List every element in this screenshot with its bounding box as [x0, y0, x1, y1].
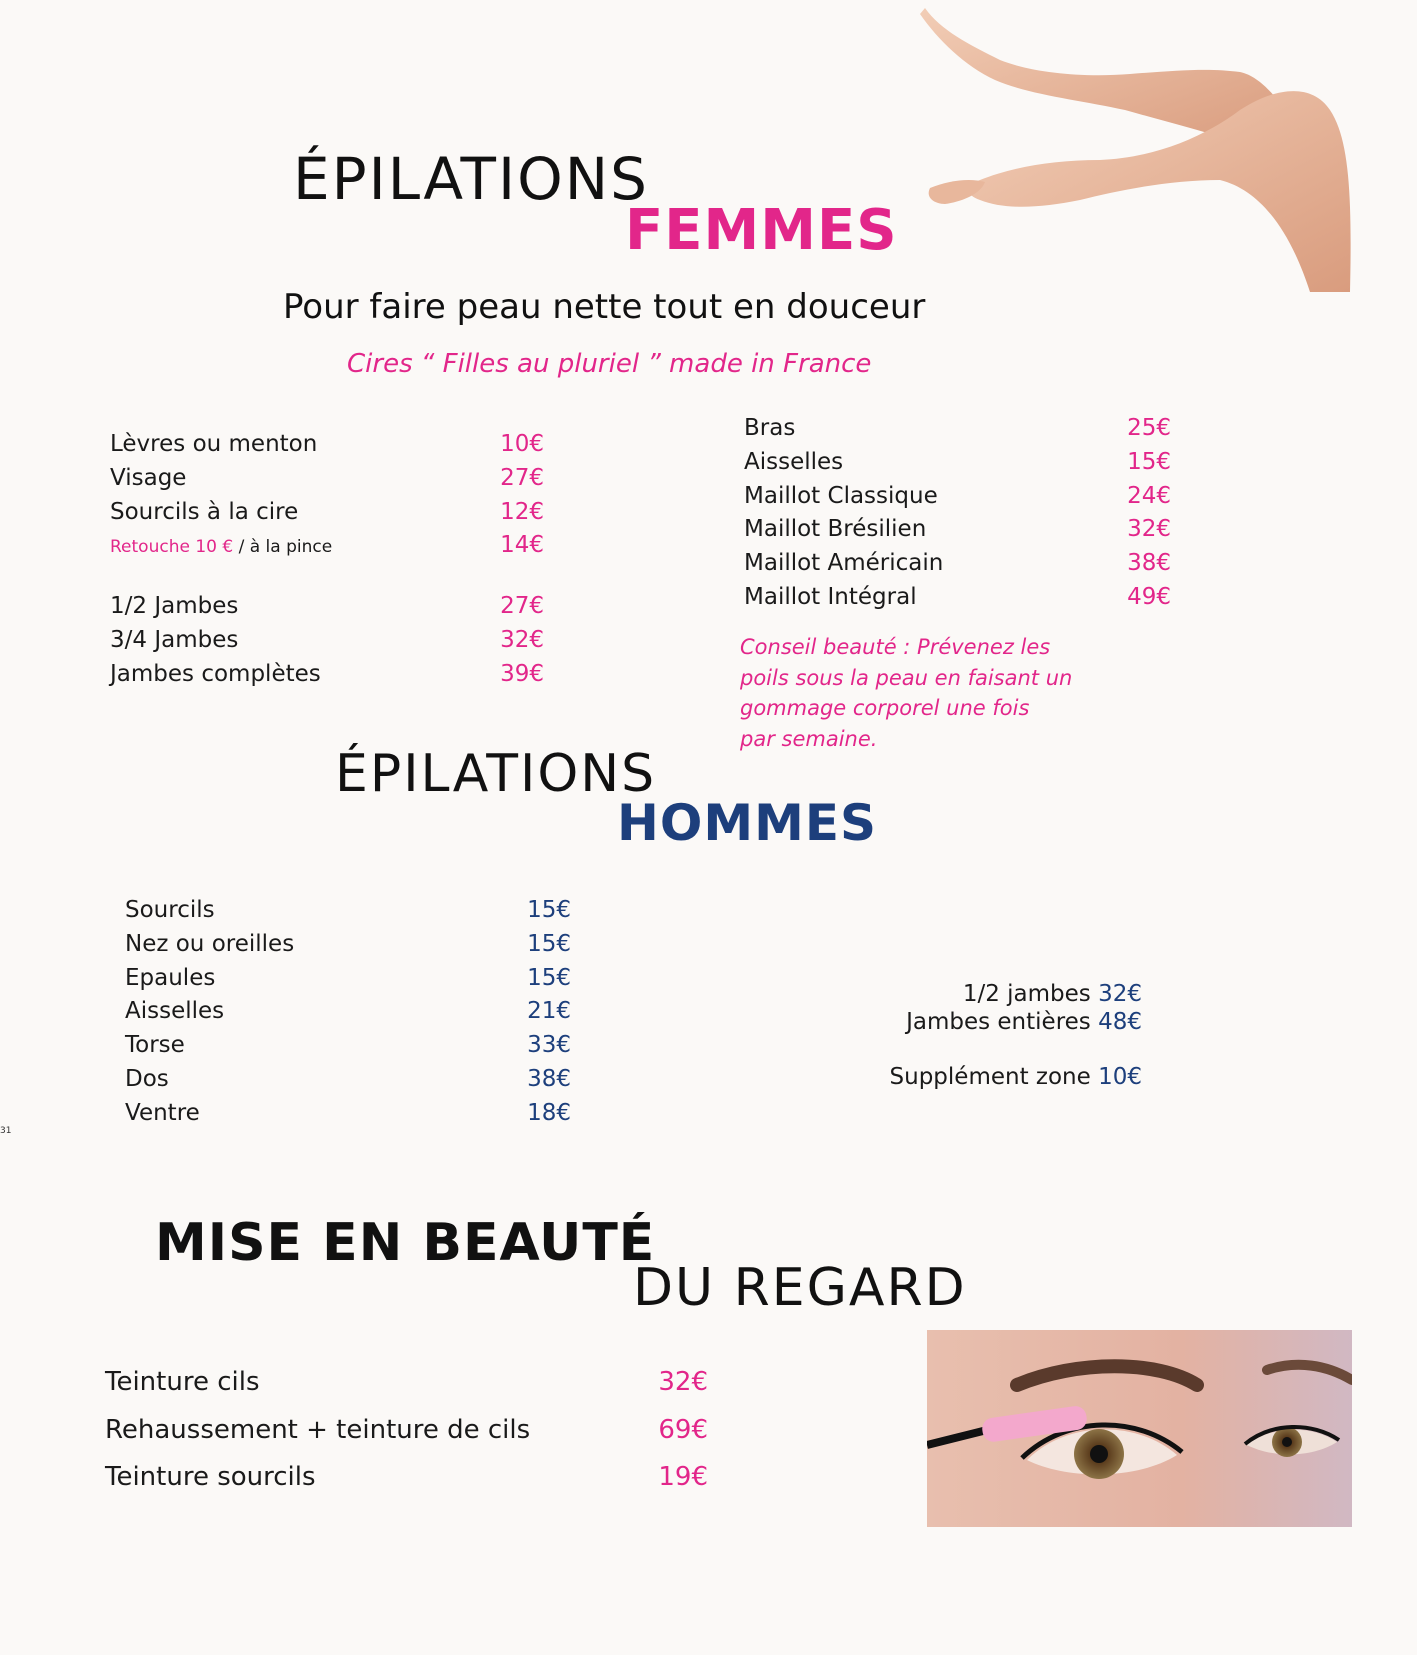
- item-label: Maillot Classique: [744, 482, 938, 509]
- extra-price: 32€: [1098, 981, 1142, 1007]
- item-label: Teinture sourcils: [105, 1462, 316, 1492]
- item-price: 15€: [527, 964, 571, 991]
- item-price: 32€: [658, 1367, 708, 1397]
- item-label: Aisselles: [125, 998, 225, 1025]
- item-label: Aisselles: [744, 448, 844, 475]
- conseil-line: poils sous la peau en faisant un: [740, 665, 1073, 690]
- list-item: [110, 496, 544, 530]
- item-price: 49€: [1127, 583, 1171, 610]
- item-price: 33€: [527, 1032, 571, 1059]
- item-price: 32€: [1127, 516, 1171, 543]
- hommes-extras: [820, 980, 1142, 1091]
- femmes-title-line1: ÉPILATIONS: [293, 145, 649, 213]
- extra-item: [820, 1008, 1142, 1036]
- list-item: [105, 1459, 708, 1507]
- list-item: [110, 462, 544, 496]
- extra-item: [820, 980, 1142, 1008]
- femmes-subtitle: Pour faire peau nette tout en douceur: [283, 287, 926, 327]
- list-item: [105, 1412, 708, 1460]
- list-item: [125, 894, 571, 928]
- item-label: Jambes complètes: [110, 660, 321, 687]
- list-item: [105, 1364, 708, 1412]
- item-price: 15€: [527, 930, 571, 957]
- femmes-tagline: Cires “ Filles au pluriel ” made in France: [347, 349, 872, 379]
- list-item: [125, 1029, 571, 1063]
- item-label: Teinture cils: [105, 1367, 260, 1397]
- conseil-line: gommage corporel une fois: [740, 696, 1030, 720]
- item-label: Torse: [125, 1032, 185, 1059]
- item-price: 27€: [500, 593, 544, 619]
- item-price: 27€: [500, 464, 544, 491]
- femmes-right-list: [744, 412, 1171, 615]
- item-label: Dos: [125, 1065, 169, 1092]
- item-price: 38€: [1127, 550, 1171, 577]
- list-item: [744, 513, 1171, 547]
- list-item: [110, 529, 544, 563]
- item-label: Maillot Intégral: [744, 583, 917, 610]
- extra-price: 48€: [1098, 1009, 1142, 1035]
- item-label: Rehaussement + teinture de cils: [105, 1414, 531, 1445]
- item-label: Nez ou oreilles: [125, 930, 295, 957]
- list-item: [110, 428, 544, 462]
- item-label: Ventre: [125, 1099, 200, 1126]
- item-price: 25€: [1127, 415, 1171, 441]
- hommes-list: [125, 894, 571, 1131]
- item-price: 10€: [500, 431, 544, 457]
- item-price: 32€: [500, 626, 544, 653]
- femmes-title-line2: FEMMES: [625, 198, 898, 263]
- item-label: Epaules: [125, 964, 216, 991]
- retouche-rest: / à la pince: [233, 537, 333, 558]
- femmes-jambes-list: [110, 590, 544, 691]
- extra-label: Supplément zone: [889, 1064, 1099, 1090]
- regard-title-line2: DU REGARD: [633, 1258, 967, 1318]
- list-item: [744, 581, 1171, 615]
- list-item: [125, 928, 571, 962]
- retouche-label: Retouche 10 €: [110, 537, 234, 558]
- list-item: [110, 624, 544, 658]
- item-price: 38€: [527, 1065, 571, 1092]
- item-price: 39€: [500, 660, 544, 687]
- item-label: Sourcils à la cire: [110, 498, 299, 525]
- item-price: 15€: [1127, 448, 1171, 475]
- extra-item: [820, 1063, 1142, 1091]
- hommes-title-line1: ÉPILATIONS: [335, 744, 657, 804]
- regard-list: [105, 1364, 708, 1507]
- conseil-line: Conseil beauté : Prévenez les: [740, 635, 1051, 659]
- item-price: 12€: [500, 498, 544, 525]
- regard-title-line1: MISE EN BEAUTÉ: [155, 1213, 656, 1273]
- item-price: 69€: [658, 1414, 708, 1445]
- item-price: 15€: [527, 897, 571, 923]
- eye-mascara-photo: [927, 1330, 1352, 1527]
- list-item: [744, 547, 1171, 581]
- hommes-title-line2: HOMMES: [617, 794, 878, 852]
- item-label: 3/4 Jambes: [110, 626, 239, 653]
- list-item: [125, 995, 571, 1029]
- item-label: Maillot Américain: [744, 550, 944, 577]
- list-item: [125, 1063, 571, 1097]
- conseil-beaute: [740, 632, 1072, 754]
- list-item: [125, 1097, 571, 1131]
- item-price: 18€: [527, 1099, 571, 1126]
- item-price: 19€: [658, 1462, 708, 1492]
- list-item: [744, 446, 1171, 480]
- item-label: Maillot Brésilien: [744, 516, 927, 543]
- item-label: Visage: [110, 464, 187, 491]
- list-item: [744, 480, 1171, 514]
- extra-price: 10€: [1098, 1064, 1142, 1090]
- page-number: 31: [0, 1126, 12, 1136]
- femmes-left-list: [110, 428, 544, 563]
- item-price: 24€: [1127, 482, 1171, 509]
- item-price: 14€: [500, 532, 544, 559]
- legs-photo: [910, 0, 1352, 292]
- list-item: [125, 962, 571, 996]
- item-label: Bras: [744, 415, 796, 441]
- conseil-line: par semaine.: [740, 726, 878, 751]
- item-price: 21€: [527, 998, 571, 1025]
- item-label: 1/2 Jambes: [110, 593, 239, 619]
- list-item: [110, 590, 544, 624]
- item-label: Sourcils: [125, 897, 215, 923]
- list-item: [744, 412, 1171, 446]
- item-label: [110, 529, 332, 565]
- list-item: [110, 658, 544, 692]
- extra-label: 1/2 jambes: [962, 981, 1099, 1007]
- item-label: Lèvres ou menton: [110, 431, 318, 457]
- extra-label: Jambes entières: [906, 1009, 1099, 1035]
